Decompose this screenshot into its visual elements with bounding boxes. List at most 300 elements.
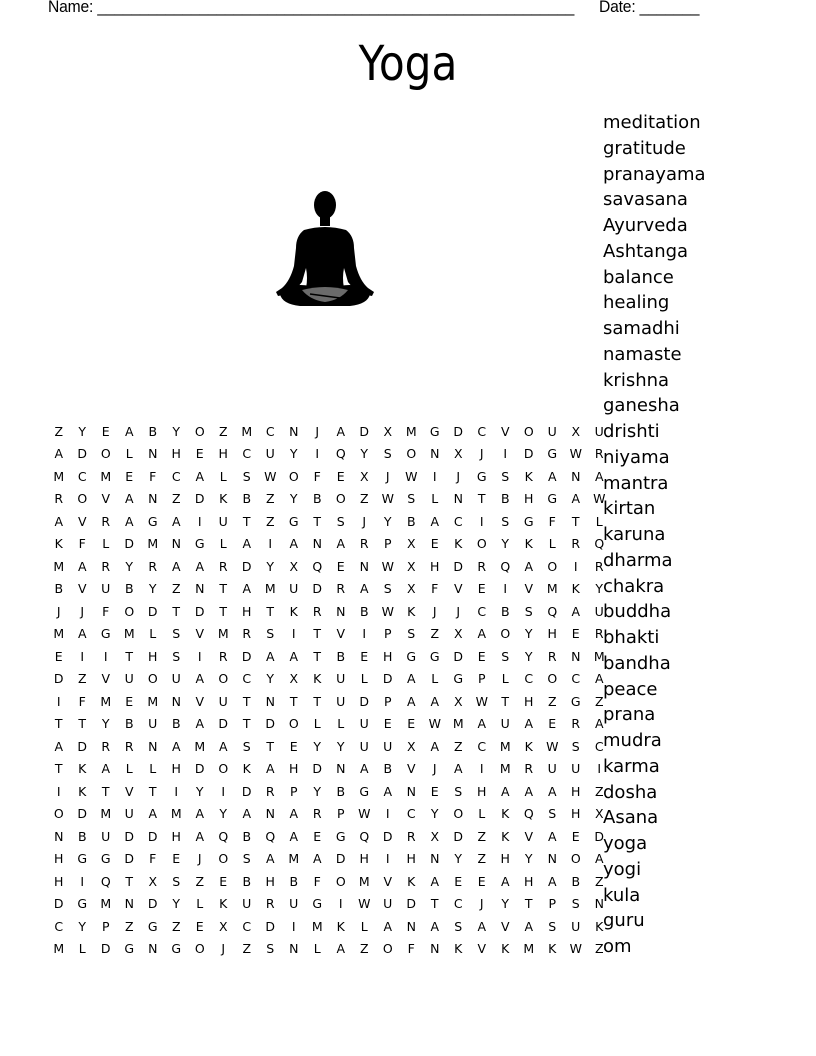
grid-cell[interactable]: A — [195, 806, 205, 822]
grid-cell[interactable]: A — [265, 851, 275, 867]
grid-cell[interactable]: A — [500, 783, 510, 799]
grid-cell[interactable]: S — [407, 491, 416, 507]
grid-cell[interactable]: I — [503, 446, 508, 462]
grid-cell[interactable]: U — [124, 671, 134, 687]
grid-cell[interactable]: F — [78, 536, 86, 552]
grid-cell[interactable]: H — [571, 806, 581, 822]
grid-cell[interactable]: J — [80, 603, 85, 619]
grid-cell[interactable]: I — [385, 806, 390, 822]
grid-cell[interactable]: E — [430, 783, 439, 799]
grid-cell[interactable]: T — [219, 581, 228, 597]
grid-cell[interactable]: C — [77, 468, 87, 484]
grid-cell[interactable]: G — [547, 446, 558, 462]
grid-cell[interactable]: A — [594, 468, 604, 484]
grid-cell[interactable]: A — [289, 648, 299, 664]
grid-cell[interactable]: M — [499, 761, 511, 777]
grid-cell[interactable]: G — [124, 941, 135, 957]
grid-cell[interactable]: W — [428, 716, 441, 732]
grid-cell[interactable]: Y — [219, 806, 228, 822]
grid-cell[interactable]: B — [336, 648, 346, 664]
grid-cell[interactable]: U — [242, 896, 252, 912]
grid-cell[interactable]: S — [383, 446, 392, 462]
grid-cell[interactable]: D — [453, 423, 464, 439]
grid-cell[interactable]: A — [571, 491, 581, 507]
grid-cell[interactable]: D — [147, 896, 158, 912]
grid-cell[interactable]: N — [336, 603, 346, 619]
grid-cell[interactable]: U — [500, 716, 510, 732]
grid-cell[interactable]: M — [452, 716, 464, 732]
grid-cell[interactable]: Q — [218, 828, 229, 844]
grid-cell[interactable]: G — [312, 896, 323, 912]
grid-cell[interactable]: A — [359, 761, 369, 777]
grid-cell[interactable]: G — [194, 536, 205, 552]
grid-cell[interactable]: Q — [594, 536, 605, 552]
grid-cell[interactable]: S — [383, 581, 392, 597]
grid-cell[interactable]: M — [288, 851, 300, 867]
grid-cell[interactable]: W — [593, 491, 606, 507]
grid-cell[interactable]: A — [524, 716, 534, 732]
grid-cell[interactable]: L — [149, 626, 157, 642]
grid-cell[interactable]: T — [172, 603, 181, 619]
grid-cell[interactable]: R — [312, 603, 322, 619]
grid-cell[interactable]: Z — [477, 851, 487, 867]
grid-cell[interactable]: T — [266, 603, 275, 619]
grid-cell[interactable]: B — [54, 581, 64, 597]
grid-cell[interactable]: D — [312, 761, 323, 777]
grid-cell[interactable]: O — [194, 941, 205, 957]
grid-cell[interactable]: G — [171, 941, 182, 957]
grid-cell[interactable]: U — [571, 918, 581, 934]
grid-cell[interactable]: G — [77, 896, 88, 912]
grid-cell[interactable]: K — [289, 603, 298, 619]
grid-cell[interactable]: R — [477, 558, 487, 574]
grid-cell[interactable]: Y — [125, 558, 134, 574]
grid-cell[interactable]: A — [289, 806, 299, 822]
grid-cell[interactable]: D — [77, 738, 88, 754]
grid-cell[interactable]: A — [430, 918, 440, 934]
grid-cell[interactable]: N — [148, 941, 158, 957]
grid-cell[interactable]: T — [501, 693, 510, 709]
grid-cell[interactable]: Q — [523, 806, 534, 822]
grid-cell[interactable]: R — [594, 626, 604, 642]
grid-cell[interactable]: K — [313, 671, 322, 687]
grid-cell[interactable]: G — [547, 491, 558, 507]
grid-cell[interactable]: X — [289, 558, 299, 574]
grid-cell[interactable]: W — [546, 738, 559, 754]
grid-cell[interactable]: A — [571, 603, 581, 619]
grid-cell[interactable]: G — [406, 648, 417, 664]
grid-cell[interactable]: H — [524, 693, 534, 709]
grid-cell[interactable]: R — [312, 806, 322, 822]
grid-cell[interactable]: Y — [101, 716, 110, 732]
grid-cell[interactable]: D — [241, 558, 252, 574]
grid-cell[interactable]: Y — [172, 423, 181, 439]
grid-cell[interactable]: M — [147, 693, 159, 709]
grid-cell[interactable]: O — [218, 671, 229, 687]
grid-cell[interactable]: Y — [289, 491, 298, 507]
grid-cell[interactable]: T — [524, 896, 533, 912]
grid-cell[interactable]: O — [382, 941, 393, 957]
grid-cell[interactable]: Z — [430, 626, 440, 642]
grid-cell[interactable]: A — [242, 806, 252, 822]
grid-cell[interactable]: N — [289, 423, 299, 439]
grid-cell[interactable]: E — [477, 873, 486, 889]
grid-cell[interactable]: Q — [500, 558, 511, 574]
grid-cell[interactable]: U — [101, 828, 111, 844]
grid-cell[interactable]: Z — [242, 941, 252, 957]
grid-cell[interactable]: S — [172, 873, 181, 889]
grid-cell[interactable]: O — [523, 423, 534, 439]
grid-cell[interactable]: A — [195, 828, 205, 844]
grid-cell[interactable]: N — [148, 738, 158, 754]
grid-cell[interactable]: B — [242, 873, 252, 889]
grid-cell[interactable]: A — [430, 873, 440, 889]
grid-cell[interactable]: A — [77, 626, 87, 642]
grid-cell[interactable]: K — [548, 941, 557, 957]
grid-cell[interactable]: M — [53, 468, 65, 484]
grid-cell[interactable]: I — [80, 873, 85, 889]
grid-cell[interactable]: G — [429, 423, 440, 439]
grid-cell[interactable]: E — [477, 581, 486, 597]
grid-cell[interactable]: C — [242, 918, 252, 934]
grid-cell[interactable]: O — [194, 423, 205, 439]
grid-cell[interactable]: Z — [547, 693, 557, 709]
grid-cell[interactable]: R — [148, 558, 158, 574]
grid-cell[interactable]: O — [100, 446, 111, 462]
grid-cell[interactable]: M — [311, 918, 323, 934]
grid-cell[interactable]: Y — [360, 446, 369, 462]
grid-cell[interactable]: A — [124, 491, 134, 507]
grid-cell[interactable]: K — [595, 918, 604, 934]
grid-cell[interactable]: D — [453, 558, 464, 574]
grid-cell[interactable]: G — [100, 851, 111, 867]
grid-cell[interactable]: A — [406, 693, 416, 709]
grid-cell[interactable]: C — [453, 513, 463, 529]
grid-cell[interactable]: D — [359, 693, 370, 709]
grid-cell[interactable]: I — [385, 851, 390, 867]
grid-cell[interactable]: P — [101, 918, 110, 934]
grid-cell[interactable]: Y — [501, 536, 510, 552]
grid-cell[interactable]: V — [500, 423, 510, 439]
grid-cell[interactable]: T — [242, 513, 251, 529]
grid-cell[interactable]: N — [171, 536, 181, 552]
grid-cell[interactable]: J — [221, 941, 226, 957]
grid-cell[interactable]: M — [593, 648, 605, 664]
grid-cell[interactable]: A — [547, 468, 557, 484]
grid-cell[interactable]: U — [289, 896, 299, 912]
grid-cell[interactable]: A — [477, 716, 487, 732]
grid-cell[interactable]: C — [571, 671, 581, 687]
grid-cell[interactable]: M — [546, 581, 558, 597]
grid-cell[interactable]: D — [77, 446, 88, 462]
grid-cell[interactable]: O — [77, 491, 88, 507]
grid-cell[interactable]: W — [569, 941, 582, 957]
grid-cell[interactable]: H — [54, 873, 64, 889]
grid-cell[interactable]: Q — [265, 828, 276, 844]
grid-cell[interactable]: A — [54, 738, 64, 754]
grid-cell[interactable]: G — [476, 468, 487, 484]
grid-cell[interactable]: C — [524, 671, 534, 687]
grid-cell[interactable]: L — [196, 896, 204, 912]
grid-cell[interactable]: R — [359, 536, 369, 552]
grid-cell[interactable]: H — [547, 626, 557, 642]
grid-cell[interactable]: I — [80, 648, 85, 664]
grid-cell[interactable]: E — [477, 648, 486, 664]
grid-cell[interactable]: L — [313, 941, 321, 957]
grid-cell[interactable]: S — [501, 468, 510, 484]
grid-cell[interactable]: A — [336, 941, 346, 957]
grid-cell[interactable]: K — [407, 873, 416, 889]
grid-cell[interactable]: O — [335, 491, 346, 507]
grid-cell[interactable]: Z — [594, 873, 604, 889]
grid-cell[interactable]: S — [571, 738, 580, 754]
grid-cell[interactable]: R — [218, 558, 228, 574]
grid-cell[interactable]: T — [571, 513, 580, 529]
grid-cell[interactable]: U — [218, 693, 228, 709]
grid-cell[interactable]: E — [336, 558, 345, 574]
grid-cell[interactable]: A — [148, 806, 158, 822]
grid-cell[interactable]: W — [381, 558, 394, 574]
grid-cell[interactable]: K — [501, 828, 510, 844]
grid-cell[interactable]: N — [547, 851, 557, 867]
grid-cell[interactable]: Y — [501, 896, 510, 912]
grid-cell[interactable]: O — [124, 603, 135, 619]
grid-cell[interactable]: A — [430, 513, 440, 529]
grid-cell[interactable]: H — [477, 783, 487, 799]
grid-cell[interactable]: I — [56, 693, 61, 709]
grid-cell[interactable]: A — [289, 536, 299, 552]
grid-cell[interactable]: A — [547, 783, 557, 799]
grid-cell[interactable]: D — [265, 918, 276, 934]
grid-cell[interactable]: A — [477, 918, 487, 934]
grid-cell[interactable]: W — [358, 806, 371, 822]
grid-cell[interactable]: A — [171, 513, 181, 529]
grid-cell[interactable]: D — [453, 828, 464, 844]
grid-cell[interactable]: A — [171, 558, 181, 574]
grid-cell[interactable]: D — [359, 423, 370, 439]
grid-cell[interactable]: L — [102, 536, 110, 552]
grid-cell[interactable]: S — [242, 851, 251, 867]
grid-cell[interactable]: E — [430, 536, 439, 552]
grid-cell[interactable]: N — [594, 896, 604, 912]
grid-cell[interactable]: O — [406, 446, 417, 462]
grid-cell[interactable]: A — [430, 738, 440, 754]
grid-cell[interactable]: I — [362, 626, 367, 642]
grid-cell[interactable]: R — [547, 648, 557, 664]
grid-cell[interactable]: A — [77, 558, 87, 574]
grid-cell[interactable]: U — [359, 716, 369, 732]
grid-cell[interactable]: Y — [595, 581, 604, 597]
grid-cell[interactable]: H — [500, 851, 510, 867]
grid-cell[interactable]: R — [54, 491, 64, 507]
grid-cell[interactable]: N — [124, 896, 134, 912]
grid-cell[interactable]: T — [289, 693, 298, 709]
grid-cell[interactable]: E — [407, 716, 416, 732]
grid-cell[interactable]: I — [315, 446, 320, 462]
grid-cell[interactable]: A — [242, 581, 252, 597]
grid-cell[interactable]: A — [54, 513, 64, 529]
grid-cell[interactable]: A — [383, 918, 393, 934]
grid-cell[interactable]: B — [124, 581, 134, 597]
grid-cell[interactable]: T — [242, 693, 251, 709]
grid-cell[interactable]: X — [359, 468, 369, 484]
grid-cell[interactable]: G — [100, 626, 111, 642]
grid-cell[interactable]: I — [597, 761, 602, 777]
grid-cell[interactable]: A — [195, 558, 205, 574]
grid-cell[interactable]: Z — [171, 581, 181, 597]
grid-cell[interactable]: M — [53, 558, 65, 574]
grid-cell[interactable]: A — [594, 716, 604, 732]
grid-cell[interactable]: M — [100, 693, 112, 709]
grid-cell[interactable]: D — [382, 828, 393, 844]
grid-cell[interactable]: R — [101, 558, 111, 574]
grid-cell[interactable]: O — [218, 851, 229, 867]
name-field[interactable]: ________________________________________________________ — [97, 0, 575, 16]
grid-cell[interactable]: Z — [594, 941, 604, 957]
grid-cell[interactable]: S — [242, 468, 251, 484]
grid-cell[interactable]: K — [336, 918, 345, 934]
grid-cell[interactable]: Z — [594, 783, 604, 799]
grid-cell[interactable]: B — [148, 423, 158, 439]
grid-cell[interactable]: W — [569, 446, 582, 462]
grid-cell[interactable]: X — [571, 423, 581, 439]
grid-cell[interactable]: I — [291, 918, 296, 934]
grid-cell[interactable]: K — [242, 761, 251, 777]
grid-cell[interactable]: O — [288, 468, 299, 484]
grid-cell[interactable]: A — [242, 536, 252, 552]
grid-cell[interactable]: K — [78, 761, 87, 777]
grid-cell[interactable]: O — [218, 761, 229, 777]
grid-cell[interactable]: J — [479, 896, 484, 912]
grid-cell[interactable]: T — [78, 716, 87, 732]
grid-cell[interactable]: B — [336, 783, 346, 799]
grid-cell[interactable]: L — [595, 513, 603, 529]
grid-cell[interactable]: G — [523, 513, 534, 529]
grid-cell[interactable]: B — [500, 603, 510, 619]
grid-cell[interactable]: R — [265, 783, 275, 799]
grid-cell[interactable]: L — [360, 671, 368, 687]
grid-cell[interactable]: F — [313, 873, 321, 889]
grid-cell[interactable]: W — [405, 468, 418, 484]
grid-cell[interactable]: B — [242, 828, 252, 844]
grid-cell[interactable]: U — [594, 423, 604, 439]
grid-cell[interactable]: N — [289, 941, 299, 957]
grid-cell[interactable]: O — [147, 671, 158, 687]
grid-cell[interactable]: D — [147, 828, 158, 844]
grid-cell[interactable]: V — [77, 581, 87, 597]
grid-cell[interactable]: V — [383, 873, 393, 889]
grid-cell[interactable]: R — [101, 513, 111, 529]
grid-cell[interactable]: U — [148, 716, 158, 732]
grid-cell[interactable]: R — [265, 896, 275, 912]
grid-cell[interactable]: I — [338, 896, 343, 912]
grid-cell[interactable]: M — [523, 941, 535, 957]
grid-cell[interactable]: A — [265, 761, 275, 777]
grid-cell[interactable]: H — [148, 648, 158, 664]
grid-cell[interactable]: I — [174, 783, 179, 799]
grid-cell[interactable]: E — [195, 446, 204, 462]
grid-cell[interactable]: C — [242, 671, 252, 687]
grid-cell[interactable]: S — [501, 513, 510, 529]
grid-cell[interactable]: A — [453, 761, 463, 777]
grid-cell[interactable]: S — [501, 648, 510, 664]
grid-cell[interactable]: I — [197, 648, 202, 664]
grid-cell[interactable]: N — [430, 446, 440, 462]
grid-cell[interactable]: T — [313, 648, 322, 664]
date-field[interactable]: _______ — [639, 0, 700, 16]
grid-cell[interactable]: C — [477, 738, 487, 754]
grid-cell[interactable]: D — [53, 671, 64, 687]
grid-cell[interactable]: A — [171, 738, 181, 754]
grid-cell[interactable]: A — [406, 671, 416, 687]
grid-cell[interactable]: I — [291, 626, 296, 642]
grid-cell[interactable]: K — [524, 468, 533, 484]
grid-cell[interactable]: I — [479, 513, 484, 529]
grid-cell[interactable]: Y — [195, 783, 204, 799]
grid-cell[interactable]: R — [571, 716, 581, 732]
grid-cell[interactable]: D — [77, 806, 88, 822]
grid-cell[interactable]: A — [54, 446, 64, 462]
grid-cell[interactable]: D — [453, 648, 464, 664]
grid-cell[interactable]: H — [171, 828, 181, 844]
grid-cell[interactable]: X — [453, 693, 463, 709]
grid-cell[interactable]: L — [337, 716, 345, 732]
grid-cell[interactable]: Q — [312, 558, 323, 574]
grid-cell[interactable]: L — [78, 941, 86, 957]
grid-cell[interactable]: J — [56, 603, 61, 619]
grid-cell[interactable]: E — [219, 873, 228, 889]
grid-cell[interactable]: N — [265, 806, 275, 822]
grid-cell[interactable]: A — [336, 536, 346, 552]
grid-cell[interactable]: F — [313, 468, 321, 484]
grid-cell[interactable]: N — [265, 693, 275, 709]
grid-cell[interactable]: D — [124, 828, 135, 844]
grid-cell[interactable]: O — [547, 671, 558, 687]
grid-cell[interactable]: B — [289, 873, 299, 889]
grid-cell[interactable]: G — [429, 648, 440, 664]
grid-cell[interactable]: L — [431, 491, 439, 507]
grid-cell[interactable]: Z — [124, 918, 134, 934]
grid-cell[interactable]: H — [524, 873, 534, 889]
grid-cell[interactable]: N — [336, 761, 346, 777]
grid-cell[interactable]: Y — [524, 648, 533, 664]
grid-cell[interactable]: S — [454, 783, 463, 799]
grid-cell[interactable]: E — [548, 716, 557, 732]
grid-cell[interactable]: R — [101, 738, 111, 754]
grid-cell[interactable]: L — [360, 918, 368, 934]
grid-cell[interactable]: A — [218, 738, 228, 754]
grid-cell[interactable]: B — [171, 716, 181, 732]
grid-cell[interactable]: A — [124, 513, 134, 529]
grid-cell[interactable]: Y — [266, 558, 275, 574]
grid-cell[interactable]: I — [221, 783, 226, 799]
grid-cell[interactable]: H — [383, 648, 393, 664]
grid-cell[interactable]: Y — [78, 423, 87, 439]
grid-cell[interactable]: F — [548, 513, 556, 529]
grid-cell[interactable]: V — [524, 828, 534, 844]
grid-cell[interactable]: F — [407, 941, 415, 957]
grid-cell[interactable]: H — [430, 558, 440, 574]
grid-cell[interactable]: D — [241, 783, 252, 799]
grid-cell[interactable]: D — [523, 446, 534, 462]
grid-cell[interactable]: U — [265, 446, 275, 462]
grid-cell[interactable]: A — [524, 783, 534, 799]
grid-cell[interactable]: N — [312, 536, 322, 552]
grid-cell[interactable]: O — [570, 851, 581, 867]
grid-cell[interactable]: G — [147, 918, 158, 934]
grid-cell[interactable]: S — [266, 626, 275, 642]
grid-cell[interactable]: N — [406, 783, 416, 799]
